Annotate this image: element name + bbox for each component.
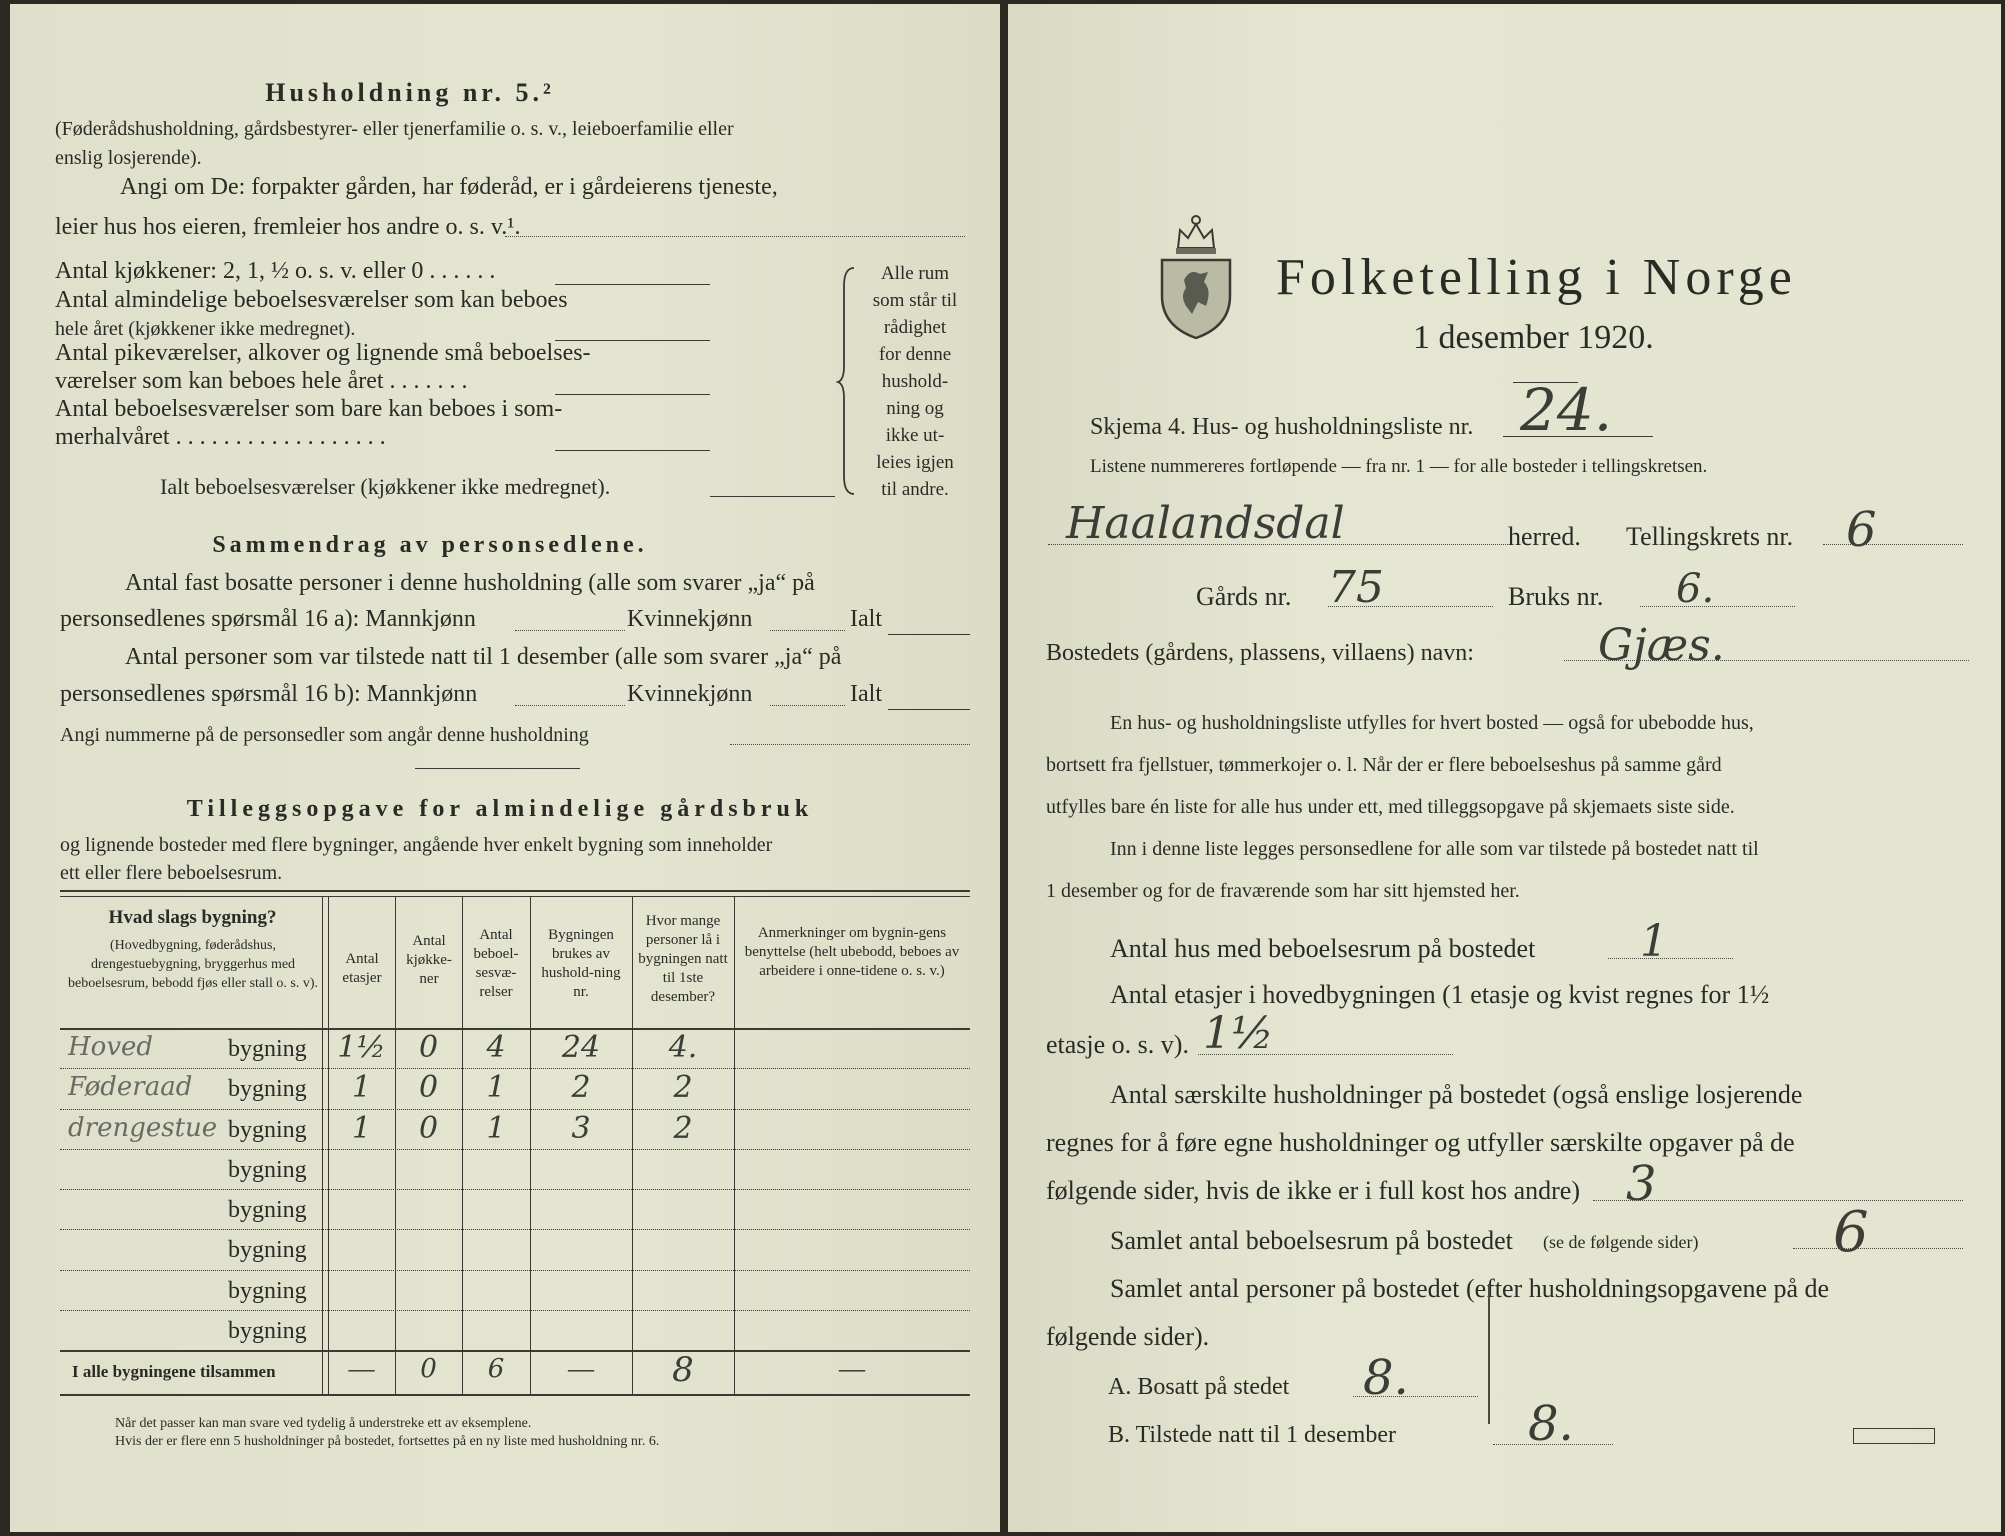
coat-of-arms-icon (1156, 210, 1236, 342)
angi-line-1: Angi om De: forpakter gården, har føderåd, er i gårdeierens tjeneste, (120, 174, 778, 200)
table-row-rule (60, 1270, 970, 1271)
summary-blank (515, 705, 625, 706)
rooms-note-line: leies igjen (876, 452, 954, 473)
bosted-label: Bostedets (gårdens, plassens, villaens) navn: (1046, 640, 1474, 666)
rooms-note-line: rådighet (883, 317, 947, 338)
rum-label: Samlet antal beboelsesrum på bostedet (1110, 1226, 1513, 1255)
building-type: drengestue (68, 1112, 218, 1143)
supplement-title: Tilleggsopgave for almindelige gårdsbruk (186, 796, 814, 822)
table-cell: 2 (571, 1070, 591, 1106)
tilstede-answer-line (1493, 1444, 1613, 1445)
etasjer-line-2: etasje o. s. v). (1046, 1030, 1189, 1059)
bosted-value: Gjæs. (1598, 620, 1725, 671)
summary-blank (770, 630, 845, 631)
col-header-etasjer: Antal etasjer (342, 951, 382, 986)
table-cell: 4. (668, 1030, 698, 1065)
divider (415, 768, 580, 769)
col-header-building: Hvad slags bygning? (108, 907, 277, 928)
rooms-line-2: Antal almindelige beboelsesværelser som kan beboes (55, 287, 568, 313)
instruction-3: utfylles bare én liste for alle hus under ett, med tilleggsopgave på skjemaets siste side. (1046, 796, 1735, 818)
gards-label: Gårds nr. (1196, 582, 1292, 611)
building-label: bygning (228, 1197, 307, 1223)
building-label: bygning (228, 1156, 307, 1183)
col-header-building-desc: (Hovedbygning, føderådshus, drengestuebygning, bryggerhus med beboelsesrum, bebodd fjøs eller stall o. s. v). (68, 938, 319, 991)
hus-value: 1 (1640, 916, 1668, 967)
summary-blank (770, 705, 845, 706)
table-cell: 0 (418, 1110, 439, 1146)
table-col-rule (322, 896, 323, 1394)
rooms-line-4: Antal pikeværelser, alkover og lignende små beboelses- (55, 340, 591, 366)
rooms-note-line: til andre. (881, 479, 949, 500)
summary-kvinne-2: Kvinnekjønn (627, 681, 753, 707)
supplement-line-1: og lignende bosteder med flere bygninger, angående hver enkelt bygning som inneholder (60, 834, 773, 856)
census-date: 1 desember 1920. (1413, 319, 1654, 356)
rooms-note-line: hushold- (881, 371, 949, 392)
etasjer-answer-line (1198, 1054, 1453, 1055)
rooms-note-line: ikke ut- (885, 425, 945, 446)
summary-line-5: Angi nummerne på de personsedler som angår denne husholdning (60, 724, 589, 746)
census-title: Folketelling i Norge (1276, 249, 1797, 306)
building-type: Føderaad (68, 1072, 193, 1103)
summary-blank (888, 634, 970, 635)
rooms-note-line: for denne (878, 344, 952, 365)
table-cell: 3 (571, 1110, 591, 1146)
summary-line-2: personsedlenes spørsmål 16 a): Mannkjønn (60, 606, 476, 632)
instruction-5: 1 desember og for de fraværende som har sitt hjemsted her. (1046, 880, 1520, 902)
total-kjokkener: 0 (420, 1354, 437, 1384)
herred-label: herred. (1508, 522, 1581, 551)
hus-label: Antal hus med beboelsesrum på bostedet (1110, 934, 1536, 963)
table-row-rule (60, 1109, 970, 1110)
bruks-label: Bruks nr. (1508, 582, 1604, 611)
total-husholdning: — (568, 1354, 594, 1383)
rooms-line-6: Antal beboelsesværelser som bare kan beboes i som- (55, 396, 563, 422)
total-etasjer: — (348, 1354, 375, 1383)
summary-blank (515, 630, 625, 631)
total-label: I alle bygningene tilsammen (72, 1362, 276, 1381)
ialt-line: Ialt beboelsesværelser (kjøkkener ikke medregnet). (160, 474, 611, 499)
building-label: bygning (228, 1317, 307, 1344)
tilstede-value: 8. (1528, 1396, 1574, 1452)
skjema-answer-line (1503, 436, 1653, 437)
table-cell: 1 (486, 1070, 506, 1106)
husholdninger-value: 3 (1626, 1156, 1657, 1212)
table-rule (60, 1394, 970, 1396)
summary-line-4: personsedlenes spørsmål 16 b): Mannkjønn (60, 681, 478, 707)
intro-line-2: enslig losjerende). (55, 147, 202, 169)
table-cell: 1 (351, 1110, 372, 1146)
herred-answer-line (1048, 544, 1508, 545)
summary-ialt-2: Ialt (850, 681, 882, 707)
numbering-note: Listene nummereres fortløpende — fra nr. 1 — for alle bosteder i tellingskretsen. (1090, 456, 1708, 477)
bruks-value: 6. (1676, 566, 1715, 612)
rum-value: 6 (1833, 1200, 1869, 1265)
gards-value: 75 (1328, 562, 1384, 613)
table-cell: 4 (486, 1030, 506, 1065)
etasjer-line-1: Antal etasjer i hovedbygningen (1 etasje og kvist regnes for 1½ (1110, 980, 1770, 1009)
instruction-4: Inn i denne liste legges personsedlene for alle som var tilstede på bostedet natt til (1110, 838, 1759, 860)
summary-title: Sammendrag av personsedlene. (212, 532, 648, 558)
brace-icon (836, 266, 858, 496)
instruction-2: bortsett fra fjellstuer, tømmerkojer o. l. Når der er flere beboelseshus på samme gård (1046, 754, 1722, 776)
building-label: bygning (228, 1277, 307, 1304)
table-cell: 0 (418, 1070, 439, 1106)
table-col-rule (734, 896, 735, 1394)
supplement-line-2: ett eller flere beboelsesrum. (60, 862, 283, 884)
rooms-note (860, 260, 970, 503)
bruks-answer-line (1640, 606, 1795, 607)
angi-line-2: leier hus hos eieren, fremleier hos andre o. s. v.¹. (55, 214, 521, 240)
table-row-rule (60, 1310, 970, 1311)
household-title: Husholdning nr. 5.² (265, 78, 555, 107)
footnote-1: Når det passer kan man svare ved tydelig å understreke ett av eksemplene. (115, 1416, 532, 1431)
rooms-line-5: værelser som kan beboes hele året . . . . . . . (55, 368, 468, 394)
table-rule (60, 890, 970, 892)
bosted-answer-line (1564, 660, 1969, 661)
gards-answer-line (1328, 606, 1493, 607)
col-header-husholdning: Bygningen brukes av hushold-ning nr. (541, 927, 621, 1000)
rum-note: (se de følgende sider) (1543, 1232, 1699, 1252)
summary-blank (888, 709, 970, 710)
personer-line-2: følgende sider). (1046, 1322, 1210, 1351)
rooms-line-7: merhalvåret . . . . . . . . . . . . . . . . . . (55, 424, 386, 450)
krets-value: 6 (1846, 502, 1877, 558)
building-label: bygning (228, 1116, 307, 1143)
krets-answer-line (1823, 544, 1963, 545)
col-header-anmerkninger: Anmerkninger om bygnin-gens benyttelse (helt ubebodd, beboes av arbeidere i onne-tidene o. s. v.) (744, 925, 960, 979)
rooms-answer-3 (555, 394, 710, 395)
ialt-answer (710, 496, 835, 497)
rooms-answer-1 (555, 284, 710, 285)
printer-stamp-icon (1853, 1428, 1935, 1444)
table-cell: 1½ (337, 1030, 386, 1065)
tilstede-label: B. Tilstede natt til 1 desember (1108, 1422, 1396, 1448)
instruction-1: En hus- og husholdningsliste utfylles for hvert bosted — også for ubebodde hus, (1110, 712, 1754, 734)
table-rule (60, 1350, 970, 1352)
total-anmerkninger: — (839, 1354, 865, 1383)
summary-ialt-1: Ialt (850, 606, 882, 632)
rooms-note-line: ning og (886, 398, 944, 419)
table-row-rule (60, 1149, 970, 1150)
husholdninger-line-3: følgende sider, hvis de ikke er i full kost hos andre) (1046, 1176, 1580, 1205)
etasjer-value: 1½ (1203, 1008, 1274, 1059)
husholdninger-line-1: Antal særskilte husholdninger på bostedet (også enslige losjerende (1110, 1080, 1803, 1109)
krets-label: Tellingskrets nr. (1626, 522, 1794, 551)
table-row-rule (60, 1068, 970, 1069)
table-cell: 1 (351, 1070, 372, 1106)
total-vaerelser: 6 (487, 1354, 505, 1384)
angi-answer-line (505, 236, 965, 237)
footnote-2: Hvis der er flere enn 5 husholdninger på bostedet, fortsettes på en ny liste med husholdning nr. 6. (115, 1434, 660, 1449)
left-page (10, 4, 1000, 1532)
col-header-kjokkener: Antal kjøkke-ner (406, 933, 452, 987)
rooms-line-3: hele året (kjøkkener ikke medregnet). (55, 318, 356, 340)
hus-answer-line (1608, 958, 1733, 959)
skjema-value: 24. (1520, 376, 1613, 444)
intro-line-1: (Føderådshusholdning, gårdsbestyrer- eller tjenerfamilie o. s. v., leieboerfamilie eller (55, 118, 734, 140)
col-header-vaerelser: Antal beboel-sesvæ-relser (473, 927, 519, 1000)
table-rule (60, 896, 970, 897)
col-header-personer: Hvor mange personer lå i bygningen natt til 1ste desember? (638, 913, 728, 1005)
table-row-rule (60, 1229, 970, 1230)
table-cell: 24 (561, 1030, 601, 1065)
summary-line-1: Antal fast bosatte personer i denne husholdning (alle som svarer „ja“ på (125, 570, 815, 596)
building-label: bygning (228, 1076, 307, 1103)
rooms-note-line: som står til (872, 290, 958, 311)
rum-answer-line (1793, 1248, 1963, 1249)
total-personer: 8 (672, 1350, 694, 1390)
rooms-line-1: Antal kjøkkener: 2, 1, ½ o. s. v. eller 0 . . . . . . (55, 258, 496, 284)
table-cell: 1 (486, 1110, 506, 1146)
skjema-label: Skjema 4. Hus- og husholdningsliste nr. (1090, 414, 1474, 440)
table-cell: 2 (673, 1070, 693, 1106)
summary-blank (730, 744, 970, 745)
husholdninger-line-2: regnes for å føre egne husholdninger og utfyller særskilte opgaver på de (1046, 1128, 1795, 1157)
right-page (1008, 4, 2001, 1532)
personer-line-1: Samlet antal personer på bostedet (efter husholdningsopgavene på de (1110, 1274, 1830, 1303)
herred-value: Haalandsdal (1066, 498, 1345, 549)
building-type: Hoved (68, 1032, 154, 1062)
table-row-rule (60, 1189, 970, 1190)
rooms-answer-4 (555, 450, 710, 451)
rooms-note-line: Alle rum (880, 263, 950, 284)
table-cell: 0 (418, 1030, 439, 1065)
pen-stroke (1488, 1284, 1490, 1424)
building-label: bygning (228, 1237, 307, 1264)
bosatt-label: A. Bosatt på stedet (1108, 1374, 1290, 1400)
summary-line-3: Antal personer som var tilstede natt til 1 desember (alle som svarer „ja“ på (125, 644, 842, 670)
summary-kvinne-1: Kvinnekjønn (627, 606, 753, 632)
husholdninger-answer-line (1593, 1200, 1963, 1201)
building-label: bygning (228, 1036, 307, 1062)
table-cell: 2 (673, 1110, 693, 1146)
bosatt-answer-line (1353, 1396, 1478, 1397)
bosatt-value: 8. (1363, 1350, 1409, 1406)
